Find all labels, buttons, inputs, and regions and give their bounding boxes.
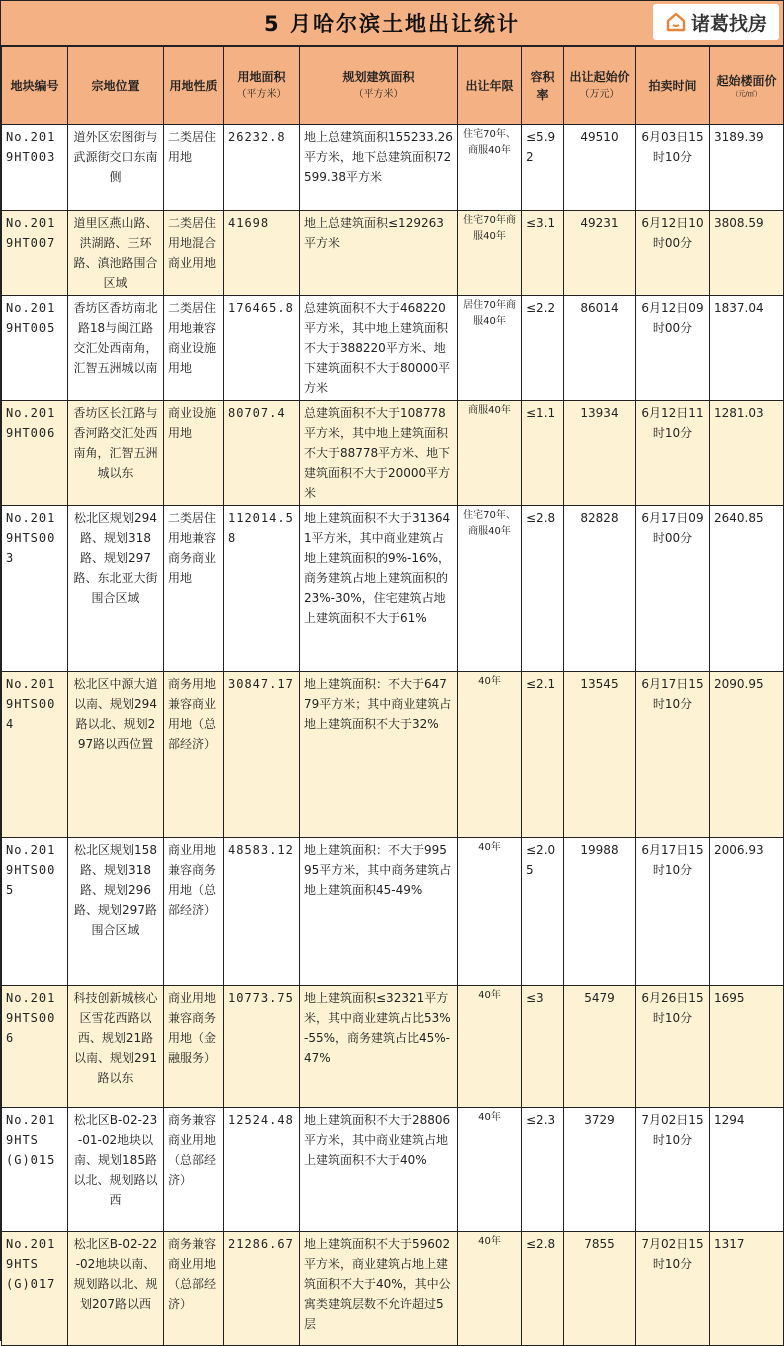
cell-time: 6月12日11时10分 — [636, 401, 710, 506]
table-row — [2, 401, 784, 506]
cell-code: No.2019HT006 — [2, 401, 68, 506]
cell-far: ≤1.1 — [522, 401, 564, 506]
cell-building: 地上建筑面积≤32321平方米，其中商业建筑占比53%-55%，商务建筑占比45%-47% — [300, 986, 458, 1108]
cell-price: 13545 — [564, 672, 636, 838]
header-building — [300, 47, 458, 125]
cell-code: No.2019HTS005 — [2, 838, 68, 986]
land-table — [1, 46, 784, 1346]
cell-building: 地上总建筑面积≤129263平方米 — [300, 211, 458, 296]
cell-price: 82828 — [564, 506, 636, 672]
table-row — [2, 672, 784, 838]
header-code: 地块编号 — [2, 47, 68, 125]
cell-use: 二类居住用地混合商业用地 — [164, 211, 224, 296]
cell-far: ≤2.8 — [522, 1232, 564, 1346]
cell-time: 6月17日09时00分 — [636, 506, 710, 672]
title-bar — [1, 1, 783, 46]
cell-far: ≤3 — [522, 986, 564, 1108]
cell-far: ≤2.1 — [522, 672, 564, 838]
table-row — [2, 506, 784, 672]
cell-code: No.2019HTS003 — [2, 506, 68, 672]
cell-floor-price: 1317 — [710, 1232, 784, 1346]
header-floor-price-unit: （元/㎡） — [731, 90, 762, 98]
header-area-unit: （平方米） — [236, 88, 287, 100]
cell-area: 80707.4 — [224, 401, 300, 506]
cell-term: 40年 — [458, 1108, 522, 1232]
brand-name: 诸葛找房 — [690, 12, 767, 35]
table-row — [2, 838, 784, 986]
table-row — [2, 296, 784, 401]
table-row — [2, 125, 784, 211]
cell-code: No.2019HT005 — [2, 296, 68, 401]
cell-location: 松北区规划158路、规划318路、规划296路、规划297路围合区域 — [68, 838, 164, 986]
header-time: 拍卖时间 — [636, 47, 710, 125]
cell-code: No.2019HTS(G)015 — [2, 1108, 68, 1232]
table-body — [2, 125, 784, 1346]
header-floor-price-label: 起始楼面价 — [716, 74, 777, 88]
cell-time: 6月17日15时10分 — [636, 838, 710, 986]
cell-price: 3729 — [564, 1108, 636, 1232]
cell-term: 住宅70年、商服40年 — [458, 506, 522, 672]
cell-term: 40年 — [458, 838, 522, 986]
table-row — [2, 1108, 784, 1232]
cell-use: 商业用地兼容商务用地（总部经济） — [164, 838, 224, 986]
cell-far: ≤2.05 — [522, 838, 564, 986]
cell-use: 商务兼容商业用地（总部经济） — [164, 1108, 224, 1232]
header-area-label: 用地面积 — [237, 69, 286, 84]
table-row — [2, 211, 784, 296]
cell-area: 21286.67 — [224, 1232, 300, 1346]
header-far: 容积率 — [522, 47, 564, 125]
cell-area: 112014.58 — [224, 506, 300, 672]
cell-area: 41698 — [224, 211, 300, 296]
cell-code: No.2019HTS006 — [2, 986, 68, 1108]
cell-time: 6月12日10时00分 — [636, 211, 710, 296]
header-building-unit: （平方米） — [353, 88, 404, 100]
cell-time: 6月26日15时10分 — [636, 986, 710, 1108]
header-price-unit: （万元） — [579, 88, 620, 100]
cell-floor-price: 3189.39 — [710, 125, 784, 211]
cell-location: 松北区B-02-22-02地块以南、规划路以北、规划207路以西 — [68, 1232, 164, 1346]
cell-price: 49231 — [564, 211, 636, 296]
header-row — [2, 47, 784, 125]
cell-location: 香坊区香坊南北路18与闽江路交汇处西南角，汇智五洲城以南 — [68, 296, 164, 401]
cell-term: 居住70年商服40年 — [458, 296, 522, 401]
house-icon — [665, 11, 687, 33]
cell-far: ≤3.1 — [522, 211, 564, 296]
cell-time: 6月03日15时10分 — [636, 125, 710, 211]
table-row — [2, 1232, 784, 1346]
cell-building: 地上建筑面积：不大于64779平方米；其中商业建筑占地上建筑面积不大于32% — [300, 672, 458, 838]
cell-time: 6月17日15时10分 — [636, 672, 710, 838]
cell-time: 7月02日15时10分 — [636, 1108, 710, 1232]
cell-far: ≤5.92 — [522, 125, 564, 211]
cell-term: 40年 — [458, 1232, 522, 1346]
cell-floor-price: 1281.03 — [710, 401, 784, 506]
cell-floor-price: 1294 — [710, 1108, 784, 1232]
cell-location: 道外区宏图街与武源街交口东南侧 — [68, 125, 164, 211]
cell-location: 科技创新城核心区雪花西路以西、规划21路以南、规划291路以东 — [68, 986, 164, 1108]
cell-building: 总建筑面积不大于108778平方米，其中地上建筑面积不大于88778平方米、地下建筑面积不大于20000平方米 — [300, 401, 458, 506]
brand-logo — [653, 4, 779, 40]
cell-floor-price: 1695 — [710, 986, 784, 1108]
cell-use: 二类居住用地兼容商业设施用地 — [164, 296, 224, 401]
cell-use: 二类居住用地 — [164, 125, 224, 211]
cell-area: 10773.75 — [224, 986, 300, 1108]
cell-price: 49510 — [564, 125, 636, 211]
cell-term: 商服40年 — [458, 401, 522, 506]
cell-use: 商业设施用地 — [164, 401, 224, 506]
cell-use: 二类居住用地兼容商务商业用地 — [164, 506, 224, 672]
cell-use: 商务兼容商业用地（总部经济） — [164, 1232, 224, 1346]
header-term: 出让年限 — [458, 47, 522, 125]
cell-area: 48583.12 — [224, 838, 300, 986]
cell-location: 松北区中源大道以南、规划294路以北、规划297路以西位置 — [68, 672, 164, 838]
cell-location: 道里区燕山路、洪湖路、三环路、滇池路围合区域 — [68, 211, 164, 296]
cell-far: ≤2.8 — [522, 506, 564, 672]
cell-term: 40年 — [458, 986, 522, 1108]
cell-area: 12524.48 — [224, 1108, 300, 1232]
cell-location: 松北区B-02-23-01-02地块以南、规划185路以北、规划路以西 — [68, 1108, 164, 1232]
cell-price: 7855 — [564, 1232, 636, 1346]
header-use: 用地性质 — [164, 47, 224, 125]
header-price-label: 出让起始价 — [569, 69, 630, 84]
cell-building: 地上建筑面积不大于59602平方米，商业建筑占地上建筑面积不大于40%，其中公寓类建筑层数不允许超过5层 — [300, 1232, 458, 1346]
header-building-label: 规划建筑面积 — [342, 69, 415, 84]
cell-code: No.2019HTS004 — [2, 672, 68, 838]
table-row — [2, 986, 784, 1108]
cell-price: 5479 — [564, 986, 636, 1108]
cell-floor-price: 2090.95 — [710, 672, 784, 838]
cell-floor-price: 2006.93 — [710, 838, 784, 986]
header-location: 宗地位置 — [68, 47, 164, 125]
cell-term: 40年 — [458, 672, 522, 838]
cell-building: 地上建筑面积：不大于99595平方米，其中商务建筑占地上建筑面积45-49% — [300, 838, 458, 986]
cell-code: No.2019HT007 — [2, 211, 68, 296]
cell-building: 地上建筑面积不大于28806平方米，其中商业建筑占地上建筑面积不大于40% — [300, 1108, 458, 1232]
cell-term: 住宅70年、商服40年 — [458, 125, 522, 211]
cell-area: 176465.8 — [224, 296, 300, 401]
cell-location: 香坊区长江路与香河路交汇处西南角，汇智五洲城以东 — [68, 401, 164, 506]
cell-building: 地上总建筑面积155233.26平方米，地下总建筑面积72599.38平方米 — [300, 125, 458, 211]
cell-far: ≤2.2 — [522, 296, 564, 401]
cell-use: 商业用地兼容商务用地（金融服务） — [164, 986, 224, 1108]
cell-price: 86014 — [564, 296, 636, 401]
cell-floor-price: 2640.85 — [710, 506, 784, 672]
cell-price: 13934 — [564, 401, 636, 506]
cell-building: 总建筑面积不大于468220平方米，其中地上建筑面积不大于388220平方米、地下建筑面积不大于80000平方米 — [300, 296, 458, 401]
cell-use: 商务用地兼容商业用地（总部经济） — [164, 672, 224, 838]
header-area — [224, 47, 300, 125]
cell-time: 7月02日15时10分 — [636, 1232, 710, 1346]
cell-code: No.2019HT003 — [2, 125, 68, 211]
cell-floor-price: 1837.04 — [710, 296, 784, 401]
cell-far: ≤2.3 — [522, 1108, 564, 1232]
cell-term: 住宅70年商服40年 — [458, 211, 522, 296]
cell-location: 松北区规划294路、规划318路、规划297路、东北亚大街围合区域 — [68, 506, 164, 672]
page-title: 5 月哈尔滨土地出让统计 — [264, 12, 520, 36]
header-price — [564, 47, 636, 125]
cell-code: No.2019HTS(G)017 — [2, 1232, 68, 1346]
cell-building: 地上建筑面积不大于313641平方米，其中商业建筑占地上建筑面积的9%-16%，商务建筑占地上建筑面积的23%-30%，住宅建筑占地上建筑面积不大于61% — [300, 506, 458, 672]
cell-price: 19988 — [564, 838, 636, 986]
cell-floor-price: 3808.59 — [710, 211, 784, 296]
cell-area: 30847.17 — [224, 672, 300, 838]
cell-area: 26232.8 — [224, 125, 300, 211]
header-floor-price — [710, 47, 784, 125]
cell-time: 6月12日09时00分 — [636, 296, 710, 401]
